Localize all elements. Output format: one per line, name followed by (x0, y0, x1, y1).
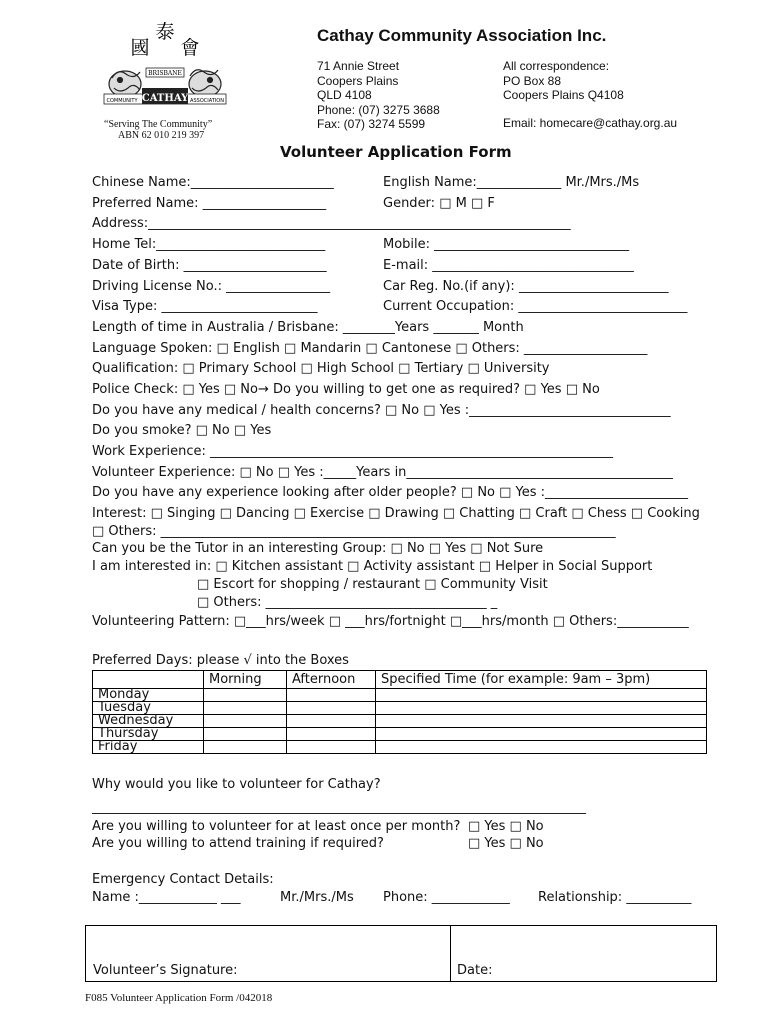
morning-cell[interactable] (204, 728, 287, 741)
slogan: “Serving The Community” (104, 119, 213, 130)
home-tel-field[interactable]: Home Tel:__________________________ (92, 237, 326, 252)
time-cell[interactable] (376, 741, 707, 754)
logo-char-3: 會 (180, 37, 200, 59)
table-header-cell: Afternoon (287, 671, 376, 689)
table-header-cell: Specified Time (for example: 9am – 3pm) (376, 671, 707, 689)
afternoon-cell[interactable] (287, 728, 376, 741)
interested-in-others[interactable]: □ Others: __________________________________ _ (197, 595, 498, 610)
signature-field[interactable]: Volunteer’s Signature: (93, 963, 238, 978)
day-label: Tuesday (93, 702, 204, 715)
right-dragon-icon (189, 70, 221, 97)
preferred-days-table (92, 670, 707, 754)
address-line: 71 Annie Street (317, 59, 400, 73)
morning-cell[interactable] (204, 689, 287, 702)
visa-type-field[interactable]: Visa Type: ________________________ (92, 299, 318, 314)
logo-cathay: CATHAY (141, 93, 189, 104)
email: Email: homecare@cathay.org.au (503, 116, 678, 130)
medical-concerns-field[interactable]: Do you have any medical / health concerns? □ No □ Yes :_______________________________ (92, 403, 671, 418)
table-header-cell (93, 671, 204, 689)
interest-field[interactable]: Interest: □ Singing □ Dancing □ Exercise □ Drawing □ Chatting □ Craft □ Chess □ Cooking (92, 506, 700, 521)
emergency-title-field[interactable]: Mr./Mrs./Ms (280, 890, 354, 905)
form-title: Volunteer Application Form (280, 143, 512, 161)
afternoon-cell[interactable] (287, 702, 376, 715)
older-people-experience-field[interactable]: Do you have any experience looking after older people? □ No □ Yes :______________________ (92, 485, 689, 500)
car-reg-field[interactable]: Car Reg. No.(if any): _______________________ (383, 279, 669, 294)
table-header-cell: Morning (204, 671, 287, 689)
logo-char-1: 國 (130, 37, 150, 59)
chinese-name-field[interactable]: Chinese Name:______________________ (92, 175, 334, 190)
police-check-field[interactable]: Police Check: □ Yes □ No→ Do you willing to get one as required? □ Yes □ No (92, 382, 600, 397)
emergency-phone-field[interactable]: Phone: ____________ (383, 890, 510, 905)
emergency-name-field[interactable]: Name :____________ ___ (92, 890, 241, 905)
length-in-australia-field[interactable]: Length of time in Australia / Brisbane: ________Years _______ Month (92, 320, 524, 335)
time-cell[interactable] (376, 728, 707, 741)
footer: F085 Volunteer Application Form /042018 (85, 992, 273, 1004)
mobile-field[interactable]: Mobile: ______________________________ (383, 237, 630, 252)
morning-cell[interactable] (204, 715, 287, 728)
signature-divider (450, 926, 451, 981)
logo-community: COMMUNITY (106, 98, 138, 104)
interested-in-field[interactable]: I am interested in: □ Kitchen assistant □ Activity assistant □ Helper in Social Support (92, 559, 653, 574)
cathay-logo (100, 18, 230, 118)
date-field[interactable]: Date: (457, 963, 493, 978)
willing-training-options[interactable]: □ Yes □ No (468, 836, 544, 851)
left-dragon-icon (109, 71, 141, 97)
willing-training-question: Are you willing to attend training if required? (92, 836, 384, 851)
address-line: Coopers Plains (317, 73, 399, 88)
smoke-field[interactable]: Do you smoke? □ No □ Yes (92, 423, 272, 438)
org-name: Cathay Community Association Inc. (317, 26, 607, 45)
correspondence (503, 59, 624, 103)
logo-char-2: 泰 (155, 21, 175, 43)
time-cell[interactable] (376, 702, 707, 715)
table-header-row (93, 671, 707, 689)
dob-field[interactable]: Date of Birth: ______________________ (92, 258, 327, 273)
afternoon-cell[interactable] (287, 689, 376, 702)
interest-others-field[interactable]: □ Others: ______________________________________________________________________ (92, 524, 616, 539)
gender-field[interactable]: Gender: □ M □ F (383, 196, 495, 211)
morning-cell[interactable] (204, 702, 287, 715)
tutor-field[interactable]: Can you be the Tutor in an interesting Group: □ No □ Yes □ Not Sure (92, 541, 544, 556)
address-line: QLD 4108 (317, 88, 372, 102)
volunteer-experience-field[interactable]: Volunteer Experience: □ No □ Yes :_____Years in_________________________________________ (92, 465, 673, 480)
correspondence-line: PO Box 88 (503, 73, 562, 88)
table-row (93, 715, 707, 728)
day-label: Thursday (93, 728, 204, 741)
table-row (93, 728, 707, 741)
address-field[interactable]: Address:_________________________________________________________________ (92, 216, 571, 231)
correspondence-line: Coopers Plains Q4108 (503, 88, 624, 102)
logo-brisbane: BRISBANE (148, 70, 182, 77)
day-label: Wednesday (93, 715, 204, 728)
day-label: Friday (93, 741, 204, 754)
time-cell[interactable] (376, 689, 707, 702)
willing-monthly-options[interactable]: □ Yes □ No (468, 819, 544, 834)
qualification-field[interactable]: Qualification: □ Primary School □ High School □ Tertiary □ University (92, 361, 550, 376)
day-label: Monday (93, 689, 204, 702)
english-name-field[interactable]: English Name:_____________ Mr./Mrs./Ms (383, 175, 640, 190)
afternoon-cell[interactable] (287, 715, 376, 728)
table-row (93, 741, 707, 754)
correspondence-line: All correspondence: (503, 59, 610, 73)
afternoon-cell[interactable] (287, 741, 376, 754)
morning-cell[interactable] (204, 741, 287, 754)
preferred-name-field[interactable]: Preferred Name: ___________________ (92, 196, 327, 211)
fax: Fax: (07) 3274 5599 (317, 117, 426, 131)
phone: Phone: (07) 3275 3688 (317, 102, 440, 117)
email-field[interactable]: E-mail: _______________________________ (383, 258, 634, 273)
why-answer-line[interactable]: ____________________________________________________________________________ (92, 800, 586, 815)
preferred-days-prompt: Preferred Days: please √ into the Boxes (92, 653, 349, 668)
volunteering-pattern-field[interactable]: Volunteering Pattern: □___hrs/week □ ___hrs/fortnight □___hrs/month □ Others:___________ (92, 614, 689, 629)
interested-in-line-2[interactable]: □ Escort for shopping / restaurant □ Community Visit (197, 577, 548, 592)
table-row (93, 702, 707, 715)
signature-box (85, 925, 717, 982)
time-cell[interactable] (376, 715, 707, 728)
language-field[interactable]: Language Spoken: □ English □ Mandarin □ Cantonese □ Others: ___________________ (92, 341, 648, 356)
abn: ABN 62 010 219 397 (118, 130, 205, 141)
willing-monthly-question: Are you willing to volunteer for at least once per month? (92, 819, 461, 834)
emergency-relationship-field[interactable]: Relationship: __________ (538, 890, 692, 905)
logo-association: ASSOCIATION (190, 98, 224, 104)
org-address (317, 59, 440, 132)
work-experience-field[interactable]: Work Experience: ______________________________________________________________ (92, 444, 614, 459)
driving-license-field[interactable]: Driving License No.: ________________ (92, 279, 331, 294)
table-row (93, 689, 707, 702)
why-question: Why would you like to volunteer for Cathay? (92, 777, 381, 792)
emergency-heading: Emergency Contact Details: (92, 872, 274, 887)
occupation-field[interactable]: Current Occupation: __________________________ (383, 299, 688, 314)
